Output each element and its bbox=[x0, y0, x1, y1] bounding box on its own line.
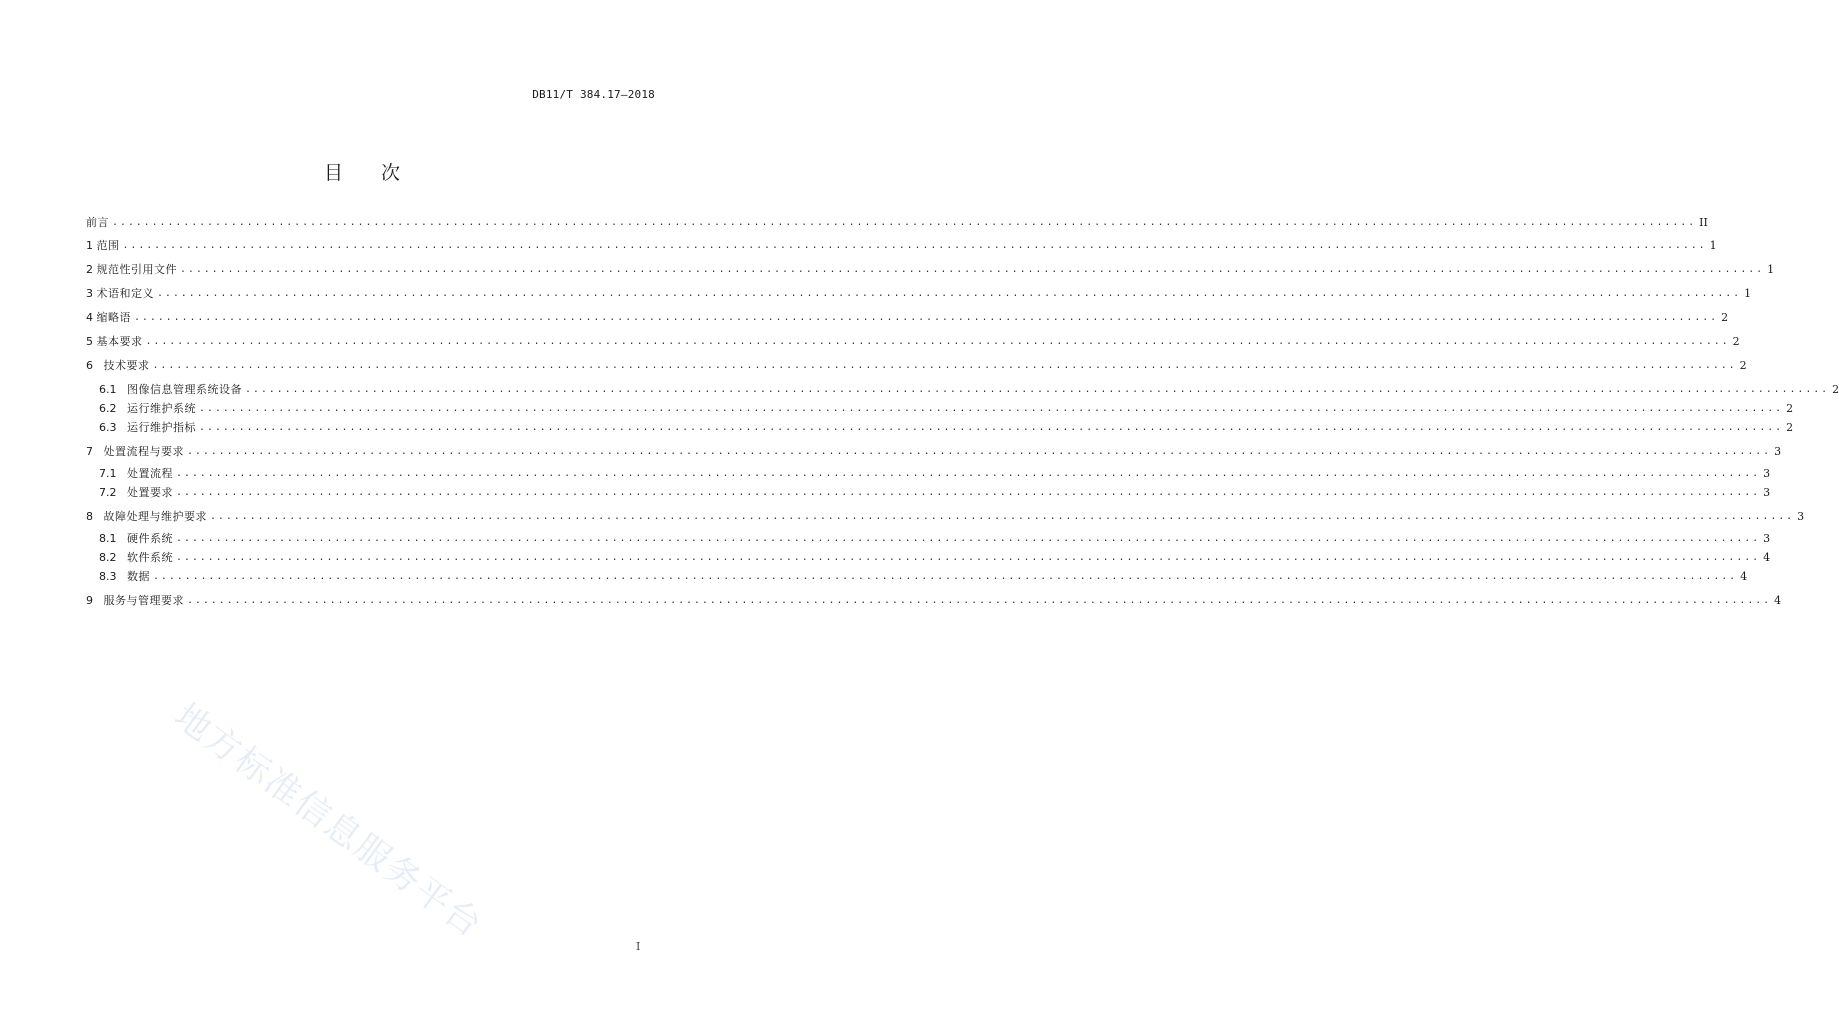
toc-entry-page: 2 bbox=[1786, 421, 1794, 434]
toc-leader-dots: ........................................................................................................................................................................................................ bbox=[175, 552, 1761, 563]
toc-leader-dots: ........................................................................................................................................................................................................ bbox=[198, 422, 1784, 433]
toc-entry-label: 数据 bbox=[126, 570, 150, 583]
toc-entry-number: 1 bbox=[86, 239, 97, 252]
toc-leader-dots: ........................................................................................................................................................................................................ bbox=[112, 217, 1697, 228]
toc-leader-dots: ........................................................................................................................................................................................................ bbox=[175, 487, 1761, 498]
toc-entry-number: 6 bbox=[86, 359, 104, 372]
toc-entry-label: 术语和定义 bbox=[96, 287, 154, 300]
toc-entry-label: 运行维护指标 bbox=[126, 421, 196, 434]
toc-entry-label: 服务与管理要求 bbox=[103, 594, 184, 607]
toc-entry[interactable] bbox=[86, 285, 1752, 301]
toc-entry[interactable] bbox=[86, 357, 1747, 373]
toc-entry[interactable] bbox=[86, 237, 1717, 253]
toc-entry-label: 硬件系统 bbox=[126, 532, 173, 545]
toc-entry[interactable] bbox=[86, 214, 1708, 230]
toc-entry[interactable] bbox=[99, 568, 1748, 584]
toc-leader-dots: ........................................................................................................................................................................................................ bbox=[187, 595, 1772, 606]
toc-entry-number: 4 bbox=[86, 311, 97, 324]
toc-leader-dots: ........................................................................................................................................................................................................ bbox=[175, 533, 1761, 544]
toc-leader-dots: ........................................................................................................................................................................................................ bbox=[122, 240, 1707, 251]
toc-entry-number: 9 bbox=[86, 594, 104, 607]
toc-entry[interactable] bbox=[99, 465, 1771, 481]
toc-entry[interactable] bbox=[86, 333, 1740, 349]
toc-entry-page: 3 bbox=[1763, 467, 1771, 480]
toc-entry[interactable] bbox=[86, 508, 1805, 524]
toc-entry-number: 7.1 bbox=[99, 467, 127, 480]
toc-entry-label: 处置流程与要求 bbox=[103, 445, 184, 458]
toc-entry-number: 6.2 bbox=[99, 402, 127, 415]
toc-leader-dots: ........................................................................................................................................................................................................ bbox=[134, 312, 1719, 323]
title-char-1: 目 bbox=[323, 162, 343, 184]
toc-entry-number: 8.1 bbox=[99, 532, 127, 545]
toc-leader-dots: ........................................................................................................................................................................................................ bbox=[152, 571, 1738, 582]
toc-entry-number: 6.1 bbox=[99, 383, 127, 396]
toc-entry[interactable] bbox=[99, 381, 1839, 397]
toc-leader-dots: ........................................................................................................................................................................................................ bbox=[152, 360, 1737, 371]
toc-entry[interactable] bbox=[99, 484, 1771, 500]
toc-entry-number: 3 bbox=[86, 287, 97, 300]
toc-entry[interactable] bbox=[99, 530, 1771, 546]
toc-entry-label: 处置要求 bbox=[126, 486, 173, 499]
toc-entry-label: 处置流程 bbox=[126, 467, 173, 480]
toc-entry-page: 2 bbox=[1786, 402, 1794, 415]
toc-entry-page: 2 bbox=[1739, 359, 1747, 372]
toc-entry-page: 2 bbox=[1832, 383, 1839, 396]
toc-leader-dots: ........................................................................................................................................................................................................ bbox=[244, 384, 1830, 395]
toc-entry-number: 8.3 bbox=[99, 570, 127, 583]
toc-entry-page: 4 bbox=[1774, 594, 1782, 607]
toc-entry-label: 基本要求 bbox=[96, 335, 143, 348]
toc-entry-label: 前言 bbox=[86, 216, 109, 229]
toc-entry[interactable] bbox=[86, 443, 1782, 459]
footer-page-number: I bbox=[636, 940, 641, 953]
toc-entry-label: 故障处理与维护要求 bbox=[103, 510, 207, 523]
toc-entry-page: 1 bbox=[1767, 263, 1775, 276]
toc-entry-number: 7.2 bbox=[99, 486, 127, 499]
toc-entry-number: 8 bbox=[86, 510, 104, 523]
toc-entry-page: 3 bbox=[1763, 486, 1771, 499]
toc-entry-number: 6.3 bbox=[99, 421, 127, 434]
toc-entry-page: II bbox=[1699, 216, 1708, 229]
title-char-2: 次 bbox=[381, 162, 401, 184]
toc-entry-number: 2 bbox=[86, 263, 97, 276]
toc-leader-dots: ........................................................................................................................................................................................................ bbox=[180, 264, 1765, 275]
toc-entry-label: 技术要求 bbox=[103, 359, 150, 372]
toc-entry[interactable] bbox=[99, 549, 1771, 565]
toc-entry-page: 1 bbox=[1709, 239, 1717, 252]
toc-entry-label: 运行维护系统 bbox=[126, 402, 196, 415]
page-title bbox=[0, 158, 724, 185]
toc-entry-page: 1 bbox=[1744, 287, 1752, 300]
toc-entry-label: 图像信息管理系统设备 bbox=[126, 383, 242, 396]
toc-leader-dots: ........................................................................................................................................................................................................ bbox=[198, 403, 1784, 414]
toc-entry[interactable] bbox=[99, 419, 1794, 435]
toc-entry-page: 3 bbox=[1763, 532, 1771, 545]
toc-entry-number: 5 bbox=[86, 335, 97, 348]
toc-leader-dots: ........................................................................................................................................................................................................ bbox=[157, 288, 1742, 299]
toc-entry-label: 范围 bbox=[96, 239, 120, 252]
toc-entry-number: 8.2 bbox=[99, 551, 127, 564]
document-number: DB11/T 384.17—2018 bbox=[532, 88, 655, 101]
toc-entry-page: 3 bbox=[1774, 445, 1782, 458]
toc-entry-page: 2 bbox=[1732, 335, 1740, 348]
toc-entry-page: 2 bbox=[1721, 311, 1729, 324]
toc-entry[interactable] bbox=[86, 261, 1775, 277]
toc-leader-dots: ........................................................................................................................................................................................................ bbox=[175, 468, 1761, 479]
toc-entry[interactable] bbox=[86, 309, 1729, 325]
toc-leader-dots: ........................................................................................................................................................................................................ bbox=[187, 446, 1772, 457]
toc-entry[interactable] bbox=[99, 400, 1794, 416]
toc-entry-label: 缩略语 bbox=[96, 311, 131, 324]
toc-entry[interactable] bbox=[86, 592, 1782, 608]
toc-entry-page: 3 bbox=[1797, 510, 1805, 523]
toc-entry-number: 7 bbox=[86, 445, 104, 458]
watermark: 地方标准信息服务平台 bbox=[166, 696, 490, 947]
toc-entry-label: 软件系统 bbox=[126, 551, 173, 564]
toc-entry-page: 4 bbox=[1763, 551, 1771, 564]
toc-leader-dots: ........................................................................................................................................................................................................ bbox=[210, 511, 1795, 522]
toc-leader-dots: ........................................................................................................................................................................................................ bbox=[145, 336, 1730, 347]
toc-entry-label: 规范性引用文件 bbox=[96, 263, 177, 276]
toc-entry-page: 4 bbox=[1740, 570, 1748, 583]
